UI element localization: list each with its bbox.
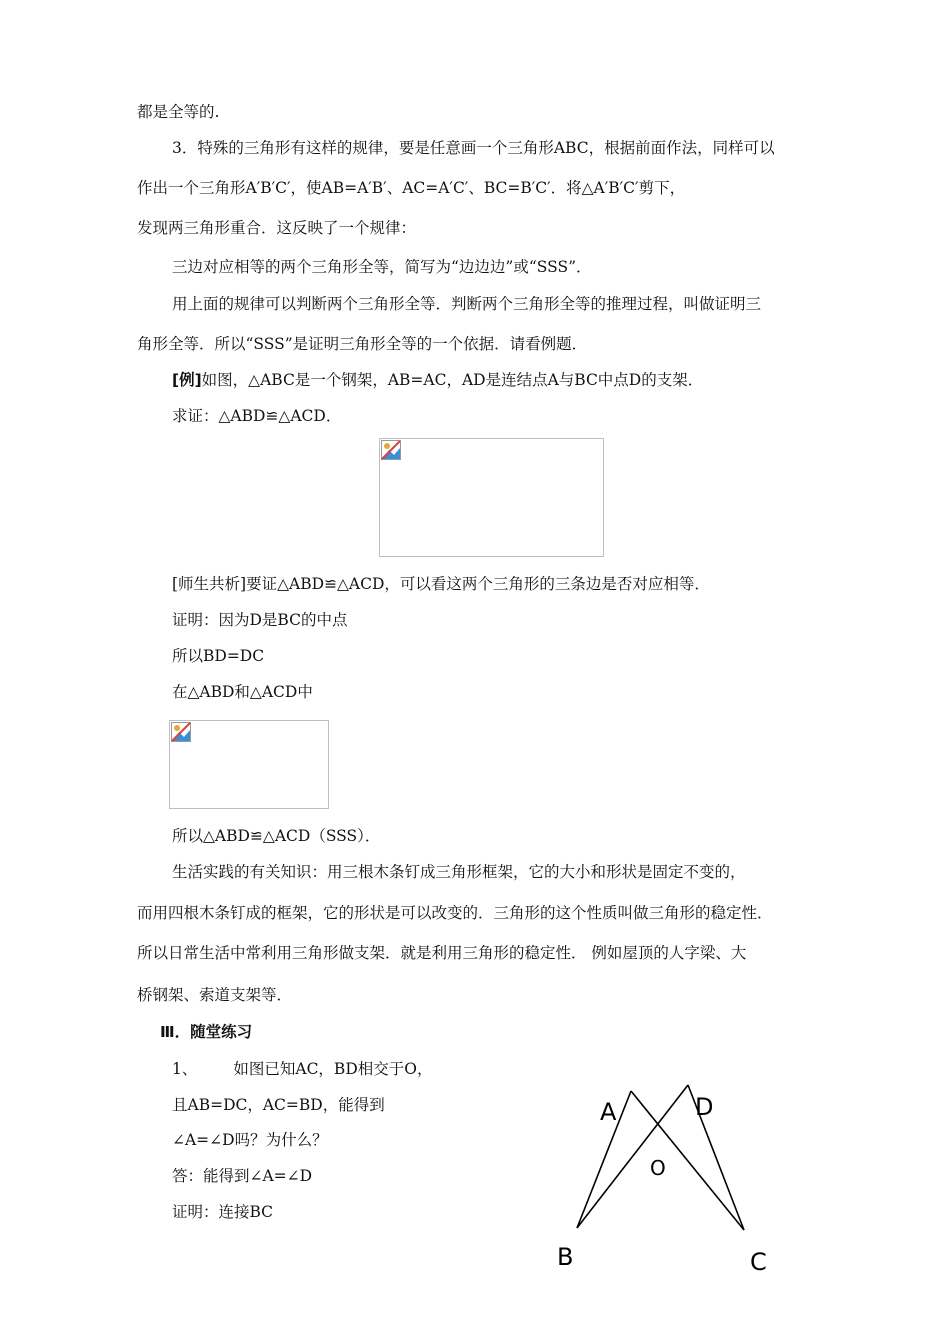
segment-bd bbox=[577, 1085, 688, 1228]
broken-image-icon bbox=[171, 722, 191, 742]
text-line: 在△ABD和△ACD中 bbox=[172, 683, 313, 701]
text-line: 所以△ABD≌△ACD（SSS）． bbox=[172, 827, 381, 845]
label-c: C bbox=[750, 1248, 767, 1276]
exercise-number: 1、 bbox=[172, 1060, 198, 1078]
geometry-diagram bbox=[540, 1080, 790, 1280]
text-line: 所以BD=DC bbox=[172, 647, 265, 665]
text-line: 而用四根木条钉成的框架，它的形状是可以改变的．三角形的这个性质叫做三角形的稳定性． bbox=[137, 904, 773, 922]
equation-image-placeholder bbox=[169, 720, 329, 809]
example-text: 如图，△ABC是一个钢架，AB=AC，AD是连结点A与BC中点D的支架． bbox=[201, 371, 704, 389]
text-line: 3．特殊的三角形有这样的规律，要是任意画一个三角形ABC，根据前面作法，同样可以 bbox=[172, 139, 775, 157]
text-line: 作出一个三角形A′B′C′，使AB=A′B′、AC=A′C′、BC=B′C′．将△A′B′C′剪下， bbox=[137, 179, 686, 197]
segment-ac bbox=[631, 1091, 744, 1230]
text-line: 都是全等的. bbox=[137, 103, 220, 121]
text-line: 答：能得到∠A=∠D bbox=[172, 1167, 313, 1185]
text-line: 证明：因为D是BC的中点 bbox=[172, 611, 348, 629]
label-b: B bbox=[557, 1243, 574, 1271]
label-d: D bbox=[695, 1093, 714, 1121]
text-line: 证明：连接BC bbox=[172, 1203, 274, 1221]
text-line: 用上面的规律可以判断两个三角形全等．判断两个三角形全等的推理过程，叫做证明三 bbox=[172, 295, 762, 313]
text-line: 发现两三角形重合．这反映了一个规律： bbox=[137, 219, 417, 237]
example-tag: [例] bbox=[172, 371, 202, 389]
example-line bbox=[172, 370, 703, 390]
text-line: 桥钢架、索道支架等． bbox=[137, 986, 293, 1004]
label-o: O bbox=[650, 1156, 666, 1180]
text-line: 求证：△ABD≌△ACD． bbox=[172, 407, 342, 425]
text-line: ∠A=∠D吗？为什么？ bbox=[172, 1131, 328, 1149]
exercise-line bbox=[172, 1059, 432, 1079]
text-line: 且AB=DC，AC=BD，能得到 bbox=[172, 1096, 385, 1114]
figure-image-placeholder bbox=[379, 438, 604, 557]
text-line: 生活实践的有关知识：用三根木条钉成三角形框架，它的大小和形状是固定不变的， bbox=[172, 863, 746, 881]
exercise-text: 如图已知AC，BD相交于O， bbox=[233, 1060, 433, 1078]
broken-image-icon bbox=[381, 440, 401, 460]
text-line: 三边对应相等的两个三角形全等，简写为“边边边”或“SSS”． bbox=[172, 258, 592, 276]
text-line: [师生共析]要证△ABD≌△ACD，可以看这两个三角形的三条边是否对应相等． bbox=[172, 575, 710, 593]
text-line: 所以日常生活中常利用三角形做支架．就是利用三角形的稳定性． 例如屋顶的人字梁、大 bbox=[137, 944, 747, 962]
label-a: A bbox=[600, 1098, 617, 1126]
section-heading: Ⅲ．随堂练习 bbox=[160, 1023, 253, 1041]
text-line: 角形全等．所以“SSS”是证明三角形全等的一个依据．请看例题． bbox=[137, 335, 588, 353]
